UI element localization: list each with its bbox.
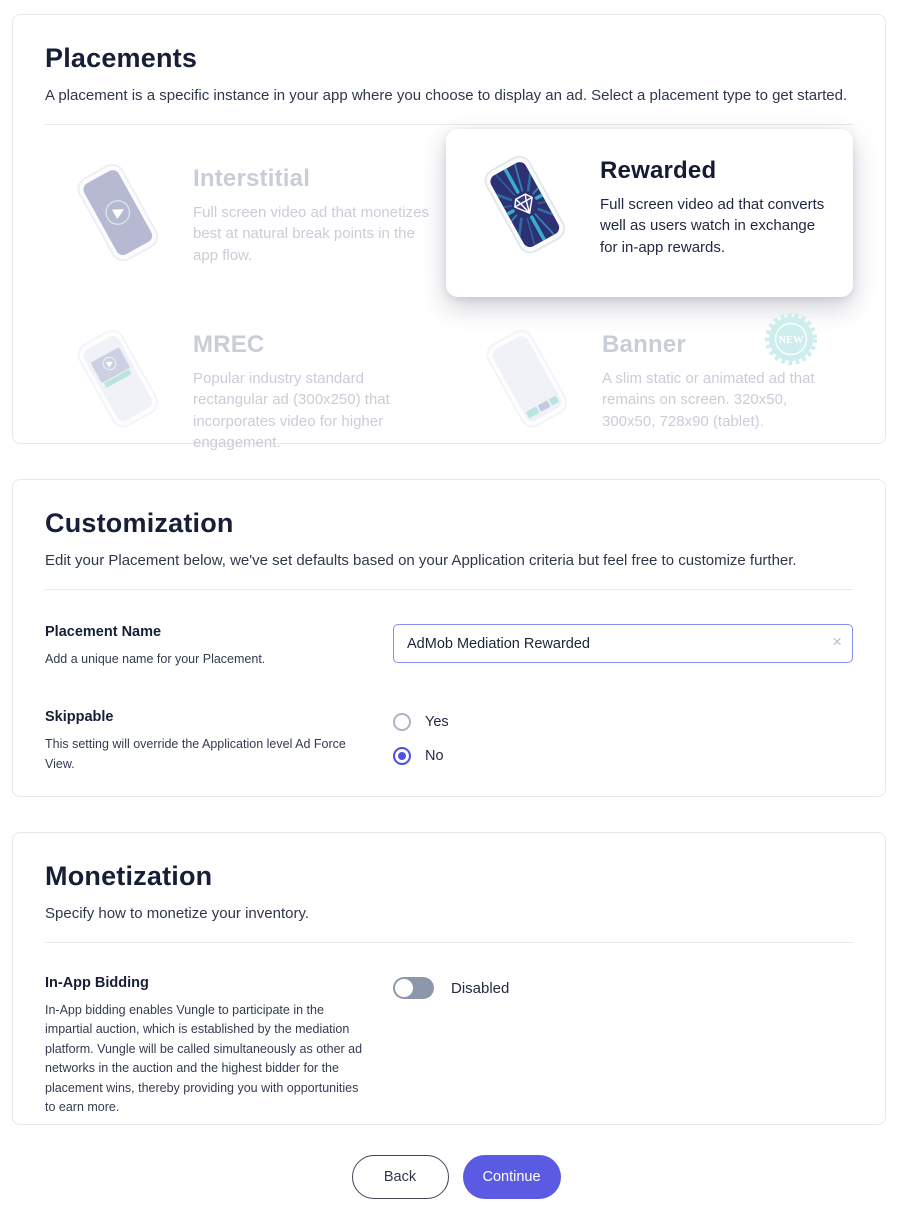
radio-unselected-icon[interactable] (393, 713, 411, 731)
page-footer (0, 1125, 912, 1210)
placement-type-title: Interstitial (193, 165, 311, 192)
phone-banner-ad-icon (470, 325, 582, 433)
placement-name-description: Add a unique name for your Placement. (45, 652, 266, 666)
in-app-bidding-state: Disabled (451, 979, 510, 997)
clear-input-icon[interactable]: × (832, 632, 842, 651)
phone-mrec-ad-icon (61, 325, 173, 433)
new-badge-icon (763, 311, 819, 367)
divider (45, 589, 853, 590)
svg-text:NEW: NEW (778, 335, 804, 346)
placement-type-mrec[interactable] (45, 309, 444, 469)
customization-subtitle: Edit your Placement below, we've set defaults based on your Application criteria but feel free to customize further. (45, 552, 797, 569)
customization-title: Customization (45, 508, 234, 538)
placement-type-rewarded[interactable] (446, 129, 853, 297)
placements-subtitle: A placement is a specific instance in your app where you choose to display an ad. Select a placement type to get started. (45, 87, 848, 104)
radio-selected-icon[interactable] (393, 747, 411, 765)
skippable-label: Skippable (45, 709, 114, 726)
divider (45, 942, 853, 943)
skippable-option-yes[interactable] (393, 713, 853, 731)
in-app-bidding-row (45, 975, 853, 1117)
placement-name-row (45, 624, 853, 669)
placements-card (12, 14, 886, 451)
in-app-bidding-label: In-App Bidding (45, 975, 149, 991)
placement-type-grid (45, 143, 853, 469)
monetization-subtitle: Specify how to monetize your inventory. (45, 905, 310, 922)
placement-type-banner[interactable] (454, 309, 853, 469)
placement-name-input[interactable] (393, 624, 853, 663)
placement-type-description: A slim static or animated ad that remains on screen. 320x50, 300x50, 728x90 (tablet). (602, 370, 815, 430)
toggle-knob (395, 979, 413, 997)
radio-label: No (425, 748, 444, 765)
placement-type-title: MREC (193, 331, 265, 358)
skippable-option-no[interactable] (393, 747, 853, 765)
placement-name-label: Placement Name (45, 624, 162, 640)
monetization-title: Monetization (45, 861, 213, 891)
continue-button[interactable]: Continue (463, 1155, 561, 1199)
monetization-card (12, 832, 886, 1125)
phone-play-icon (61, 159, 173, 267)
back-button[interactable]: Back (352, 1155, 449, 1199)
in-app-bidding-description: In-App bidding enables Vungle to participate in the impartial auction, which is established by the mediation platform. Vungle will be called simultaneously as other ad networks in the auction and the highest bidder for the placement wins, thereby providing you with opportunities to earn more. (45, 1003, 363, 1114)
placements-title: Placements (45, 43, 198, 73)
customization-card (12, 479, 886, 797)
divider (45, 124, 853, 125)
placement-type-title: Rewarded (600, 157, 717, 184)
in-app-bidding-toggle[interactable] (393, 977, 434, 999)
placement-type-title: Banner (602, 331, 686, 358)
skippable-row (45, 709, 853, 774)
radio-label: Yes (425, 714, 449, 731)
phone-gem-burst-icon (468, 151, 580, 259)
placement-type-interstitial[interactable] (45, 143, 444, 283)
placement-type-description: Popular industry standard rectangular ad (300x250) that incorporates video for higher engagement. (193, 370, 390, 451)
skippable-description: This setting will override the Application level Ad Force View. (45, 737, 346, 771)
placement-type-description: Full screen video ad that converts well as users watch in exchange for in-app rewards. (600, 196, 825, 256)
placement-type-description: Full screen video ad that monetizes best at natural break points in the app flow. (193, 204, 429, 264)
